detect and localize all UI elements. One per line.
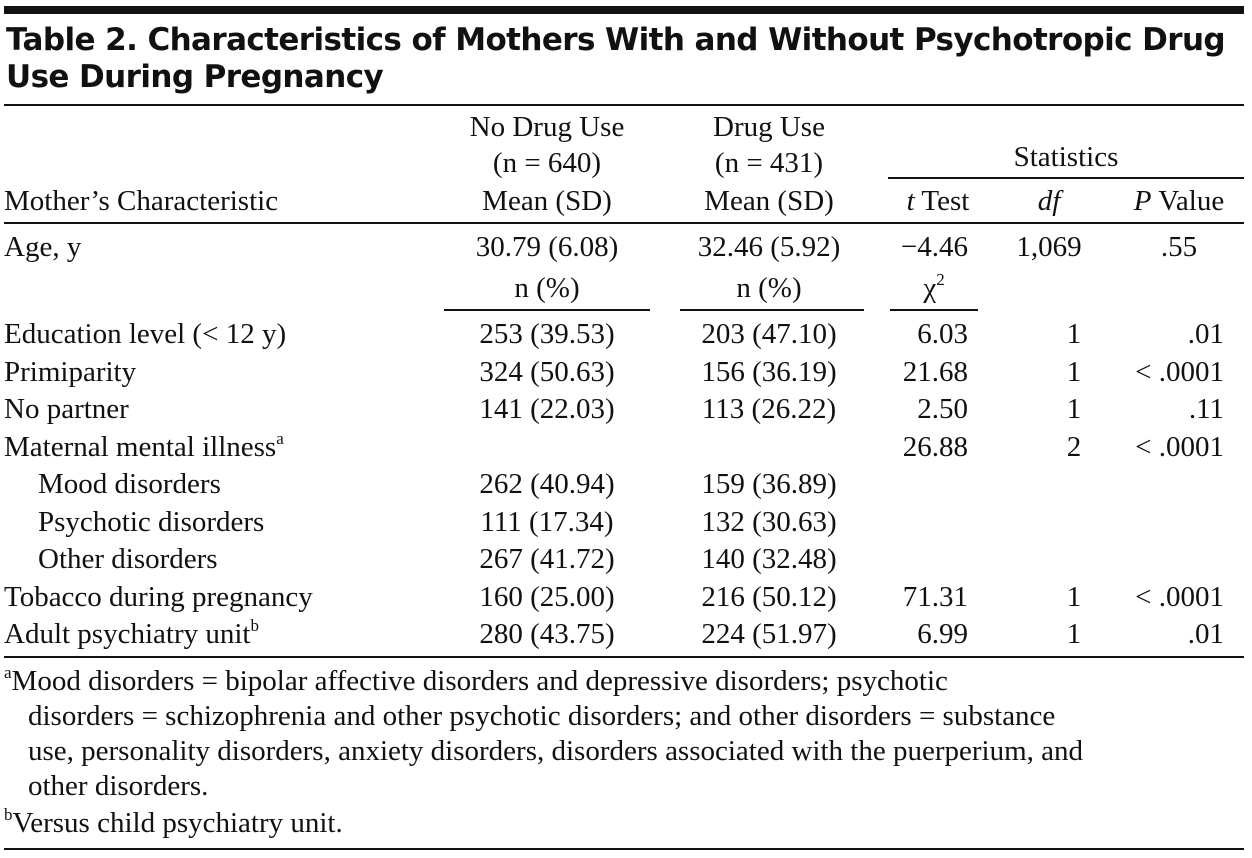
- age-row-p: .55: [1160, 231, 1198, 263]
- row-label: Primiparity: [4, 356, 137, 388]
- row-drug: 159 (36.89): [701, 468, 837, 500]
- row-no-drug: 253 (39.53): [479, 318, 615, 350]
- row-df: 1: [1066, 581, 1082, 613]
- footnote-a: $^a$Mood disorders = bipolar affective disorders and depressive disorders; psychotic disorders = schizophrenia and other psychotic disorders; and other disorders = substance use, personality disorders, anxiety disorders, disorders associated with the puerperium, and other disorders.: [4, 663, 1084, 802]
- row-df: 1: [1066, 318, 1082, 350]
- age-row-drug: 32.46 (5.92): [697, 231, 841, 263]
- row-df: 1: [1066, 393, 1082, 425]
- row-df: 2: [1066, 431, 1082, 463]
- row-no-drug: 111 (17.34): [480, 506, 614, 538]
- row-label: Maternal mental illness$^a$: [4, 429, 284, 463]
- title-rule: [4, 104, 1244, 106]
- row-p: .01: [1187, 618, 1224, 650]
- age-row-df: 1,069: [1016, 231, 1082, 263]
- header-no-drug-line2: (n = 640): [492, 147, 602, 179]
- age-row-no-drug: 30.79 (6.08): [475, 231, 619, 263]
- row-df: 1: [1066, 356, 1082, 388]
- body-bottom-rule: [4, 656, 1244, 658]
- footnote-marker: b: [250, 616, 259, 635]
- age-row-stat: −4.46: [900, 231, 968, 263]
- row-label: Other disorders: [38, 543, 218, 575]
- row-stat: 26.88: [902, 431, 968, 463]
- row-p: < .0001: [1135, 431, 1224, 463]
- footnote-b: $^b$Versus child psychiatry unit.: [4, 805, 343, 839]
- header-statistics: Statistics: [1013, 141, 1119, 173]
- row-label: Psychotic disorders: [38, 506, 265, 538]
- row-no-drug: 267 (41.72): [479, 543, 615, 575]
- chi2-rule: [890, 309, 978, 311]
- drug-n-pct-rule: [680, 309, 864, 311]
- row-p: < .0001: [1135, 356, 1224, 388]
- row-no-drug: 324 (50.63): [479, 356, 615, 388]
- row-stat: 2.50: [917, 393, 968, 425]
- row-label: Adult psychiatry unit$^b$: [4, 616, 259, 650]
- row-no-drug: 262 (40.94): [479, 468, 615, 500]
- header-df: df: [1037, 185, 1061, 217]
- row-no-drug: 280 (43.75): [479, 618, 615, 650]
- row-drug: 140 (32.48): [701, 543, 837, 575]
- statistics-rule: [888, 177, 1244, 179]
- row-stat: 71.31: [902, 581, 968, 613]
- footnote-marker: a: [276, 429, 284, 448]
- row-label: No partner: [4, 393, 129, 425]
- subheader-chi2: $\chi^2$: [923, 270, 945, 304]
- header-drug-line1: Drug Use: [713, 111, 825, 143]
- row-drug: 156 (36.19): [701, 356, 837, 388]
- row-p: < .0001: [1135, 581, 1224, 613]
- row-p: .01: [1187, 318, 1224, 350]
- row-no-drug: 141 (22.03): [479, 393, 615, 425]
- header-t-test: t Test: [906, 185, 970, 217]
- row-stat: 6.03: [917, 318, 968, 350]
- bottom-rule: [4, 848, 1244, 850]
- header-no-drug-line1: No Drug Use: [469, 111, 625, 143]
- row-no-drug: 160 (25.00): [479, 581, 615, 613]
- subheader-no-drug-n-pct: n (%): [514, 272, 580, 304]
- header-drug-mean: Mean (SD): [704, 185, 834, 217]
- header-no-drug-mean: Mean (SD): [482, 185, 612, 217]
- header-p-value: P Value: [1133, 185, 1225, 217]
- no-drug-n-pct-rule: [444, 309, 650, 311]
- row-df: 1: [1066, 618, 1082, 650]
- row-p: .11: [1188, 393, 1224, 425]
- header-drug-line2: (n = 431): [714, 147, 824, 179]
- age-row-label: Age, y: [4, 231, 82, 263]
- top-heavy-rule: [4, 6, 1244, 14]
- row-label: Tobacco during pregnancy: [4, 581, 313, 613]
- header-characteristic: Mother’s Characteristic: [4, 185, 279, 217]
- subheader-drug-n-pct: n (%): [736, 272, 802, 304]
- row-label: Education level (< 12 y): [4, 318, 287, 350]
- row-stat: 21.68: [902, 356, 968, 388]
- row-drug: 203 (47.10): [701, 318, 837, 350]
- row-drug: 216 (50.12): [701, 581, 837, 613]
- header-rule: [4, 222, 1244, 224]
- table-title: Table 2. Characteristics of Mothers With and Without Psychotropic Drug Use During Pregnancy: [6, 22, 1226, 95]
- row-drug: 132 (30.63): [701, 506, 837, 538]
- row-label: Mood disorders: [38, 468, 221, 500]
- row-drug: 224 (51.97): [701, 618, 837, 650]
- row-drug: 113 (26.22): [701, 393, 837, 425]
- row-stat: 6.99: [917, 618, 968, 650]
